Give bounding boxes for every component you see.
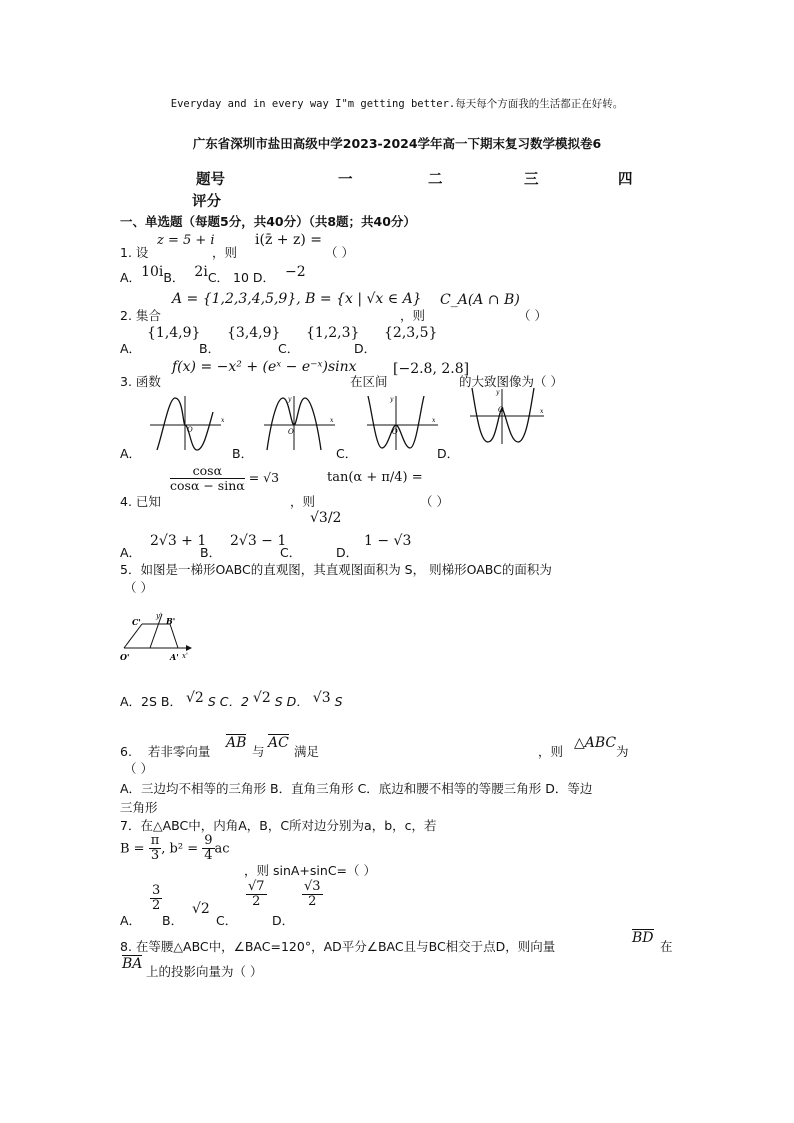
q8-vector-bd: BD [632, 930, 654, 946]
q6-is: 为 [616, 744, 629, 759]
q1-target: i(z̄ + z) = [255, 232, 322, 248]
svg-text:x: x [540, 408, 544, 415]
table-header-label: 题号 [196, 172, 225, 188]
q1-then: ，则 [212, 245, 238, 260]
svg-text:y: y [288, 396, 292, 403]
svg-text:x': x' [182, 652, 188, 660]
q3-stem: 3. 函数 [120, 374, 161, 389]
q6-blank: （ ） [124, 761, 153, 776]
svg-text:y': y' [156, 612, 162, 620]
q7-letter-c: C． [216, 913, 238, 928]
q4-option-a: 2√3 + 1 [150, 533, 207, 549]
q7-letter-d: D． [272, 913, 295, 928]
q2-blank: （ ） [518, 308, 547, 323]
q2-target: C_A(A ∩ B) [440, 292, 520, 308]
q1-blank: （ ） [325, 245, 354, 260]
q5-stem: 5．如图是一梯形OABC的直观图，其直观图面积为 S， 则梯形OABC的面积为 [120, 562, 552, 577]
svg-text:y: y [496, 389, 500, 396]
svg-text:B': B' [166, 616, 176, 626]
q4-target: tan(α + π/4) = [327, 470, 423, 485]
svg-text:O: O [187, 426, 193, 434]
q3-graph-b[interactable] [259, 392, 339, 452]
q3-graph-d[interactable] [466, 386, 550, 446]
svg-text:O: O [392, 428, 398, 436]
q7-condition: B = $\frac{\pi}{3}$ , b² = $\frac{9}{4}$ ac [120, 833, 230, 864]
q8-in: 在 [660, 939, 673, 954]
q7-option-d: $\frac{√3}{2}$ [304, 879, 321, 910]
table-col-2: 二 [428, 172, 443, 188]
q4-letter-a: A． [120, 545, 142, 560]
motto-line: Everyday and in every way I"m getting better.每天每个方面我的生活都正在好转。 [170, 98, 624, 110]
q4-letter-c: C． [280, 545, 302, 560]
q3-function: f(x) = −x² + (eˣ − e⁻ˣ)sinx [172, 359, 357, 375]
q3-interval-label: 在区间 [350, 374, 388, 389]
q4-letter-b: B． [200, 545, 222, 560]
svg-text:x: x [330, 417, 334, 424]
q2-options: A． [120, 341, 142, 356]
table-col-4: 四 [618, 172, 633, 188]
q2-stem: 2. 集合 [120, 308, 161, 323]
q4-stem: 4. 已知 [120, 494, 161, 509]
q2-letter-c: C． [278, 341, 300, 356]
q6-satisfy: 满足 [294, 744, 320, 759]
svg-text:O: O [288, 428, 294, 436]
svg-text:x: x [221, 417, 225, 424]
q3-tail: 的大致图像为（ ） [459, 374, 563, 389]
q2-option-d: {2,3,5} [384, 325, 438, 341]
q1-options: A．10iB． 2iC． 10 D． −2 [120, 264, 306, 285]
q3-graph-c[interactable] [362, 392, 442, 452]
q6-vector-ac: AC [268, 735, 289, 751]
q4-blank: （ ） [420, 494, 449, 509]
q4-letter-d: D． [336, 545, 359, 560]
q2-option-a: {1,4,9} [147, 325, 201, 341]
q7-option-a: $\frac{3}{2}$ [152, 883, 161, 914]
q6-then: ，则 [538, 744, 564, 759]
q1-stem: 1. 设 [120, 245, 149, 260]
svg-text:C': C' [132, 617, 141, 627]
table-col-3: 三 [524, 172, 539, 188]
q2-option-c: {1,2,3} [306, 325, 360, 341]
q5-trapezoid-figure [118, 608, 198, 664]
q4-given: $\frac{\cos\alpha}{\cos\alpha - \sin\alpha}$ = √3 [170, 463, 280, 493]
q2-letter-b: B． [199, 341, 221, 356]
q6-options-line1: A．三边均不相等的三角形 B．直角三角形 C．底边和腰不相等的等腰三角形 D．等边 [120, 781, 593, 796]
q4-option-c: √3/2 [310, 510, 342, 526]
q8-projection: 上的投影向量为（ ） [146, 964, 263, 979]
q4-option-b: 2√3 − 1 [230, 533, 287, 549]
q2-option-b: {3,4,9} [227, 325, 281, 341]
q7-ask: ，则 sinA+sinC=（ ） [244, 863, 376, 878]
q6-triangle: △ABC [574, 735, 617, 751]
table-col-1: 一 [338, 172, 353, 188]
q1-z-expr: z = 5 + i [157, 233, 215, 248]
q7-letter-b: B． [162, 913, 184, 928]
q8-stem: 8. 在等腰△ABC中，∠BAC=120°，AD平分∠BAC且与BC相交于点D，则向量 [120, 939, 556, 954]
q7-option-b: √2 [192, 901, 210, 917]
q4-then: ，则 [290, 494, 316, 509]
section-heading: 一、单选题（每题5分，共40分）（共8题；共40分） [120, 214, 416, 229]
svg-text:y: y [390, 396, 394, 403]
q5-options: A．2S B． √2 S C．2 √2 S D． √3 S [120, 690, 343, 709]
svg-text:x: x [432, 417, 436, 424]
q2-letter-d: D． [354, 341, 377, 356]
q2-sets: A = {1,2,3,4,5,9}, B = {x | √x ∈ A} [172, 291, 422, 307]
q3-letter-d: D． [437, 446, 460, 461]
q3-letter-a: A． [120, 446, 142, 461]
q6-vector-ab: AB [226, 735, 247, 751]
svg-text:O: O [498, 406, 504, 414]
q2-then: ，则 [400, 308, 426, 323]
q7-letter-a: A． [120, 913, 142, 928]
q7-stem: 7．在△ABC中，内角A，B，C所对边分别为a，b，c，若 [120, 818, 437, 833]
table-score-label: 评分 [192, 194, 221, 210]
q5-blank: （ ） [124, 580, 153, 595]
q6-and: 与 [252, 744, 265, 759]
q3-graph-a[interactable] [145, 392, 225, 452]
q4-option-d: 1 − √3 [364, 533, 412, 549]
q7-option-c: $\frac{√7}{2}$ [248, 879, 265, 910]
exam-title: 广东省深圳市盐田高级中学2023-2024学年高一下期末复习数学模拟卷6 [192, 136, 602, 151]
q3-letter-c: C． [336, 446, 358, 461]
svg-text:A': A' [170, 652, 179, 662]
q6-stem: 6. 若非零向量 [120, 744, 211, 759]
q3-interval: [−2.8, 2.8] [393, 361, 470, 377]
q6-options-line2: 三角形 [120, 800, 158, 815]
svg-text:O': O' [120, 652, 130, 662]
q8-vector-ba: BA [122, 956, 143, 972]
q3-letter-b: B． [232, 446, 254, 461]
